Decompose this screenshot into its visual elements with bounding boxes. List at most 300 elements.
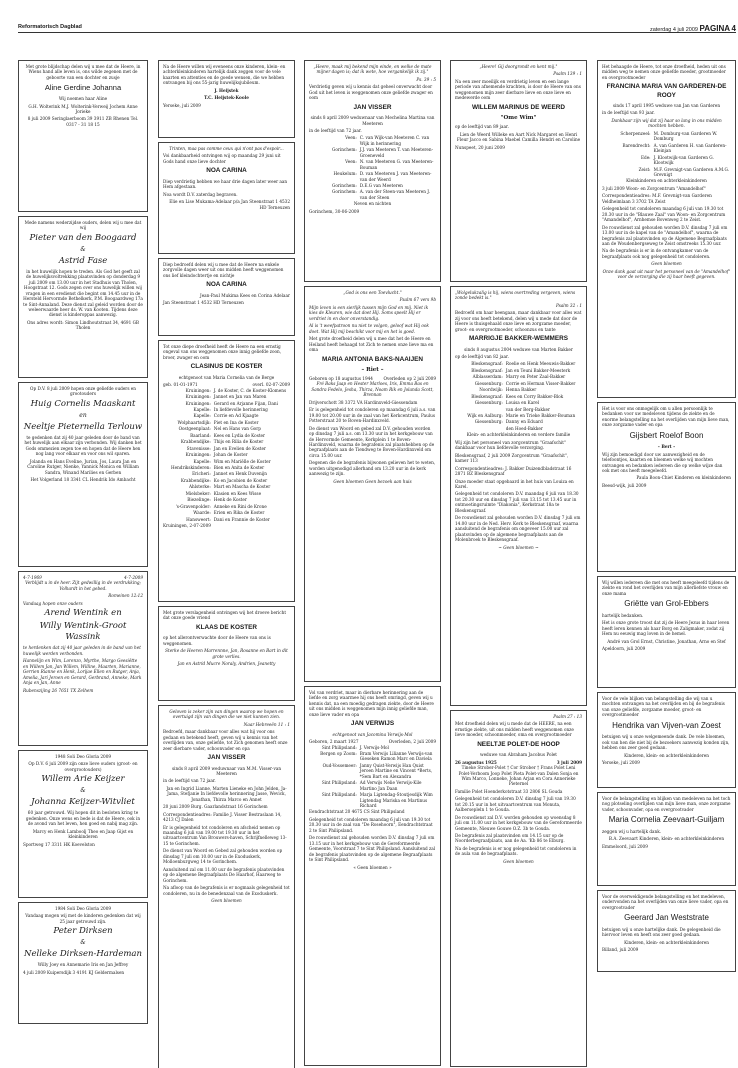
person-names: Janny Quist-Verwijs Han Quist Jeroen Martine en Vincent *Berts, *Sem Bart en Alexandra [359,762,433,779]
place-date: Billand, juli 2009 [602,947,639,953]
place-date: Beesd-wijk, juli 2009 [602,482,647,488]
verse: „Wolgelukzalig is hij, wiens overtreding vergeven, wiens zonde bedekt is." [455,290,576,301]
death-notice [450,60,587,282]
person-names: A. van Garderen H. van Garderen-Kleinjan [653,142,727,154]
deceased-name: JAN VISSER [207,754,246,762]
place-name: Sint Philipsland: [321,780,357,786]
body-text: Degenen die de begrafenis bijwonen gelieven het te weten, worden uitgenodigd allerhand om 13.20 uur in de kerk aanwezig te zijn. [309,460,436,477]
family-row [163,484,290,489]
wife-name: Willy Wentink-Groot Wassink [39,621,127,643]
body-text: Diep bedroefd delen wij u mee dat de Heere na enkele zorgvolle dagen weer uit ons midden heeft weggenomen ons lief kleindochtertje en nichtje [163,262,284,278]
family-row [163,401,290,406]
poem: Al is 't weefpatroon nu niet te volgen, geloof wat Hij ook doet. Wat Hij mij beschikt voor mij en het is goed. [309,323,429,334]
deceased-name: NEELTJE POLET-DE HOOP [477,740,560,748]
family-row [455,419,582,424]
place-name: Zeist: [638,166,651,172]
anniversary-announcement [18,382,148,567]
column-5 [597,60,736,976]
place-name: Mielsbeker: [185,490,211,496]
body-text: betuigen wij u onze hartelijke dank. De gelegenheid die hiervoor leven en heeft ons zeer goed gedaan. [602,926,721,938]
person-names: C. van Wijk-van Meeteren C. van Wijk in herinnering [359,135,430,146]
deceased-name: Maria Cornelia Zeevaart-Guiljam [608,815,725,825]
body-text: Wij zijn het personeel van zorgcentrum "Graafschit" dankbaar voor hun liefdevolle verzorging. [455,439,566,451]
address: Rubenszijing 26 7651 TX Zelhem [23,687,94,693]
family-names: Neven en nichten [353,201,392,207]
family-names: Hannelijn en Wim, Lorenzo, Myrthe, Margo Geesiëtte en Willem Jan, Jan Willem, Willine, Maarten, Marianne, Gerrien Rianne en Henk, Lorijae Ellen en Rutger, Anja, Amelia, Jari Jeroen en Gerard, Gerbrand, Anneke, Mark Anja en Jan, Anne [23,658,142,686]
person-names: Mart en Mascha de Koster [213,484,271,490]
family-row [163,471,290,476]
place-name: Giessenburg: [474,380,503,386]
page-header [18,24,736,33]
place-name: Ericheri: [192,471,211,477]
body-text: Na de Heere willen wij eveneens onze kinderen, klein- en achterkleinkinderen hartelijk dank zeggen voor de vele kaarten en attenties en de goede wensen, die we hebben ontvangen bij ons 55-jarig huwelijksjubileum. [163,64,286,86]
spouse-line: echtgenoot van Jacomina Verwijs-Mol [332,731,413,737]
birth-date: 26 augustus 1925 [455,759,497,765]
family-row [309,189,436,200]
place-name: Bleskensgraaf: [471,361,503,367]
person-names: Jan en Evelien de Koster [213,445,266,451]
family-names: B.A. Zeevaart Kinderen, klein- en achterkleinkinderen [608,836,725,842]
family-row [163,465,290,470]
place-date: 3 juli 2009 Woon- en Zorgcentrum "Amandelhof" [602,185,706,191]
body-text: Bedroefd om haar heengaan, maar dankbaar voor alles wat zij voor ons heeft betekend, delen wij u mede dat door de Heere is thuisgehaald onze lieve en zorgzame moeder, groot- en overgrootmoeder, schoonzus en tante [455,310,582,332]
person-names: Corrie en Herman Visser-Bakker [505,380,576,386]
place-name [455,407,506,412]
family-row [455,426,582,431]
verse-reference: Psalm 139 : 1 [553,71,582,77]
address: 20 juni 2009 Burg. Gaarlandstraat 16 Gorinchem [163,804,268,810]
place-name: Oud-Vossemeer: [322,762,357,768]
death-notice [450,286,587,706]
deceased-name: NOA CARINA [206,167,247,175]
person-names: Corrie en Ad Kjaagte [213,413,259,419]
person-names: den Hoed-Bakker [505,425,543,431]
body-text: Voor de belangstelling en blijken van medeleven na het toch nog plotseling overlijden van mijn lieve man, onze zorgzame vader, schoonvader, opa en overgrootvader [602,796,731,812]
person-names: Klasien en Kees Wisse [213,490,262,496]
body-text: Tot onze diepe droefheid heeft de Heere na een ernstig ongeval van ons weggenomen onze innig geliefde zoon, broer, zwager en oom [163,344,282,360]
family-list [309,745,436,809]
person-names: Marja Ligtendag-Stoutjesdijk Wim Ligtendag Mariska en Martinus Richard [359,792,433,809]
column-4 [450,60,587,1068]
child-name: Aline Gerdine Johanna [44,83,122,93]
address: Ons adres wordt: Simon Lindhoutstraat 34, 4691 GB Tholen [26,319,140,331]
address: Eendrachtstraat 20 4675 CS Sint Philipsland [309,809,405,815]
verse: Trinten, maa pas comme ceux qui n'ont pas d'espoir... [169,146,284,151]
body-text: Gelegenheid tot condoleren D.V. dinsdag 7 juli van 19.30 tot 20.15 uur in het uitvaartcentrum van Monuta, Aalbersepleln 1 te Gouda. [455,796,576,813]
body-text: in de leeftijd van 72 jaar. [163,778,216,784]
person-names: Ad Verwijs Nelie Verwijs-Kile Martino Jan Daan [359,780,422,791]
person-names: A. van der Steen-van Meeteren J. van der Steen [359,189,430,200]
signature: J. Heijstek [214,87,239,93]
person-names: Henk de Koster [213,497,247,503]
thank-you-notice [597,692,736,788]
verse-reference: Romeinen 12:12 [108,593,143,599]
address: Drijverschott 38 3372 VA Hardinxveld-Giessendam [309,399,418,405]
person-names: Wim en Mariëlle de Koster [213,458,271,464]
deceased-name: JAN VERWIJS [350,720,395,728]
person-names: Jannet en Jan van Maren [213,394,267,400]
body-text: Na de begrafenis is er nog gelegenheid tot condoleren in de aula van de begraafplaats. [455,845,577,857]
body-text: Met grote droefheid delen wij u mee dat het de Heere en Heiland heeft behaagd tot Zich te nemen onze lieve ma en oma [309,336,434,353]
place-date: Emmeloord, juli 2009 [602,843,648,849]
place-name: Veen: [345,135,357,141]
closing-note: Geen bloemen [503,858,534,864]
verse: „God is ons een Toevlucht." [343,290,402,295]
place-name: Krabbendijke: [180,477,211,483]
column-3 [304,60,441,1068]
family-row [163,452,290,457]
person-names: J. de Koster, C. de Koster-Klomens [213,387,287,393]
place-date: Kruiningen, 2-07-2009 [163,523,211,529]
nickname: – Riet – [361,366,384,373]
death-notice [158,705,295,1068]
place-name: Bergen op Zoom: [320,750,357,756]
family-row [309,763,436,779]
person-names: In liefdevolle herinnering [213,406,268,412]
body-text: te gedenken dat zij 40 jaar geleden door de band van het huwelijk aan elkaar zijn verbonden. Wij danken het Gods ommezien zegen toe en hopen dat de Heere hen nog lang voor elkaar en voor ons wil sparen. [24,434,142,457]
place-name: Wolphaartsdijk: [177,419,211,425]
spouse-line: sinds 8 april 2009 weduwnaar van M.M. Visser-van Meeteren [171,765,282,776]
spouse-line: weduwe van Abraham Jacobus Polet [480,752,557,758]
verse-reference: Psalm 32 : 1 [555,302,582,308]
start-date: 4-7-1969 [23,575,42,580]
body-text: De dienst van Woord en Gebed zal gehouden worden op dinsdag 7 juli om 10.00 uur in de Exoduskerk, Molloenburgweg 14 te Gorinchem. [163,848,283,865]
birth-date: geb. 01-01-1971 [163,382,198,388]
address: Sportweg 17 3311 HK Koevelston [23,841,95,847]
person-names: van der Berg-Bakker [505,406,550,412]
place-name: Kapelle: [193,406,211,412]
family-row [309,171,436,182]
place-name: Scherpenzeel: [620,130,651,136]
anniversary-announcement [18,571,148,746]
deceased-name: Griëtte van Grol-Ebbers [624,599,709,609]
family-names: Kleinkinderen en achterkleinkinderen [626,178,707,184]
family-row [163,517,290,522]
verse: Dankbaar zijn wij dat zij haar so lang in ons midden mochten hebben. [611,117,722,129]
place-name: Sint Philipsland: [321,744,357,750]
deceased-name: JAN VISSER [353,103,392,111]
death-date: overl. 02-07-2009 [252,382,290,388]
anniversary-announcement [18,750,148,898]
deceased-name: CLASINUS DE KOSTER [190,363,263,371]
body-text: 60 jaar getrouwd. Wij hopen dit in besloten kring te gedenken. Onze wens en bede is dat de Heere, ook in de avond van het leven, hen goed en nabij mag zijn. [25,810,141,827]
family-list [455,361,582,431]
place-date: Nunspeet, 20 juni 2009 [455,144,505,150]
person-names: Marie en Trieke Bakker-Bouman [505,413,576,419]
death-date: 3 juli 2009 [556,759,582,765]
family-row [309,745,436,750]
husband-name: Huig Cornelis Maaskant [30,398,136,409]
death-notice [158,340,295,602]
family-names: Willy Joey en Annemarie Iris en Jan Jeffrey [37,962,129,968]
person-names: Kees en Lydia de Koster [213,432,266,438]
family-list [602,131,731,178]
body-text: Voor de vele blijken van belangstelling die wij van u mochten ontvangen na het overlijden en bij de begrafenis van onze geliefde, zorgzame moeder, groot- en overgrootmoeder [602,696,725,718]
poem: Mijn leven is een sierlijk tussen mijn God en mij. Niet ik kies de Kleuren, wie dat doet Hij. Soms speelt Hij er verdriet in en door onverstandig. [309,304,429,321]
body-text: Het behaagde de Heere, tot onze droefheid, heden uit ons midden weg te nemen onze geliefde moeder, grootmoeder en overgrootmoeder [602,64,726,80]
person-names: Ko en Jacobien de Koster [213,477,268,483]
body-text: Wij zijn bemoedigd door uw aanwezigheid en de telefoontjes, kaarten en bloemen welke wij mochten ontvangen en bedanken iedereen die op welke wijze dan ook met ons heeft meegeleefd. [602,451,723,474]
place-name: Heukelum: [333,171,357,177]
family-names: Kinderen, klein- en achterkleinkinderen [624,752,709,758]
verse-reference: Ps. 39 : 5 [416,76,436,82]
husband-name: Willem Arie Keijzer [41,774,125,785]
person-names: Jannet en Henk Duvenijn [213,471,267,477]
address: Jan Steenstraat 1 4532 HD Terneuzen [163,300,244,306]
death-notice [450,710,587,1067]
family-row [455,407,582,412]
body-text: in de leeftijd van 93 jaar. [602,110,655,116]
family-names: André van Grol Ernst, Christine, Jonathan, Arno en Stef [607,638,726,644]
verse: „Heere, maak mij bekend mijn einde, en welke de mate mijner dagen is; dat ik wete, hoe vergankelijk ik zij." [313,64,432,75]
person-names: Jan en Teuni Bakker-Meesterk [505,367,571,373]
birth-date: Geboren, 2 maart 1927 [309,739,359,745]
family-names: Klein- en achterkleinkinderen en verdere familie [466,432,571,438]
place-name: Kruiningen: [185,452,211,458]
place-name: Kruiningen: [185,400,211,406]
place-name: Baarland: [190,432,211,438]
birth-date: Geboren op 18 augustus 1944 [309,376,373,381]
body-text: Na afloop van de begrafenis is er nogmaals gelegenheid tot condoleren, nu in de benedenzaal van de Exoduskerk. [163,885,290,896]
person-names: Marry en Peter Zaal-Bakker [505,374,566,380]
body-text: op het allerontverwachte door de Heere van ons is weggenomen. [163,635,271,646]
place-name: Noordwijk: [479,387,503,393]
thank-you-notice [597,402,736,572]
closing-note: ~ Geen bloemen ~ [498,544,539,550]
person-names: Piet en Ina de Koster [213,419,259,425]
thank-you-notice [597,792,736,886]
verse-reference: Naar Hebreeën 11 : 1 [243,721,290,727]
verse: „Heere! Gij doorgrondt en kent mij." [479,64,558,69]
death-date: Overleden, 2 juli 2009 [388,739,436,745]
body-text: De rouwdienst zal gehouden worden D.V. dinsdag 7 juli om 13.00 uur in de kapel van de "Amandelhof", waarna de begrafenis zal plaatsvinden op de Algemene Begraafplaats aan de Woudenbergseweg te Zeist omstreeks 15.30 uur. [602,224,728,246]
deceased-name: MARIA ANTONIA BAKS-NAAIJEN [321,355,424,363]
family-row [455,374,582,379]
family-row [163,510,290,515]
verse: Geloven is zeker zijn van dingen waarop we hopen en overtuigd zijn van dingen die we niet kunnen zien. [169,709,284,720]
person-names: J. Verwijs-Mol [359,744,389,750]
death-notice [597,60,736,398]
family-names: Jan en Ingrid Lianne, Marten Lieneke en John Jelden, Ja-Jama, Stefjanie In liefdevolle herinnering Jasse, Wevick, Jonathan, Thirza Marco en Annet [166,785,287,802]
body-text: De rouwdienst zal gehouden worden D.V. dinsdag 7 juli om 13.15 uur in het kerkgebouw van de Gereformeerde Gemeente, Voorstraat 7 te Sint Philipsland. Aansluitend zal de begrafenis plaatsvinden op de algemene Begraafplaats te Sint Philipsland. [309,835,436,863]
body-text: betuigen wij u onze welgemeende dank. De vele bloemen, ook van hen die niet bij de bezoekers aanwezig konden zijn, hebben ons zeer goed gedaan. [602,734,730,751]
body-text: Met grote verslagenheid ontvingen wij het droeve bericht dat onze goede vriend [163,610,286,621]
family-row [455,387,582,392]
body-text: Voi dankbaarheid ontvingen wij op maandag 29 juni uit Gods hand onze lieve dochter [163,153,281,164]
body-text: op de leeftijd van 82 jaar. [455,353,509,359]
family-row [163,413,290,418]
place-name: Ede: [640,154,651,160]
anniversary-announcement [18,902,148,1024]
death-notice [304,60,441,282]
place-date: Yerseke, juli 2009 [602,760,640,766]
person-names: Dani en Frannie de Koster [213,516,270,522]
family-row [163,497,290,502]
family-row [309,147,436,158]
place-name: Giessenburg: [474,419,503,425]
nickname: – Bert – [657,444,676,450]
body-text: Met droefheid delen wij u mede dat de HEERE, na een ernstige ziekte, uit ons midden heeft weggenomen onze lieve moeder, schoonmoeder, oma en overgrootmoeder [455,721,574,738]
family-names: Jan en Astrid Mucre Noraly, Andrien, Jeanetty [177,661,276,667]
person-names: J.J. van Meeteren T. van Meeteren-Groeneveld [359,147,434,158]
body-text: te herdenken dat zij 40 jaar geleden in de band van het huwelijk werden verbonden. [23,645,141,656]
body-text: Verdrietig geven wij u kennis dat geheel onverwacht door God uit het leven is weggenomen onze geliefde zwager en oom [309,84,433,101]
body-text: Gelegenheid tot condoleren maandag 6 juli van 19.30 tot 20.30 uur in de zaal van "De Rosehoorn", Eendrachtstraat 2 te Sint Philipsland. [309,816,433,833]
ampersand: & [80,939,86,947]
person-names: M.F. Grevnigt-van Garderen A.M.G. Grevnigt [653,166,730,177]
thank-you-notice [597,576,736,688]
person-names: Erien en Rika de Koster [213,510,265,516]
bride-name: Astrid Fase [58,255,108,266]
place-name: Krabbendijke: [180,439,211,445]
body-text: Bedroefd, maar dankbaar voor alles wat hij voor ons gedaan en betekend heeft, geven wij u kennis van het overlijden van, onze geliefde, tot Zich genomen heeft onze zeer dierbare vader, schoonvader en opa [163,729,288,751]
verse-reference: Psalm 27 : 13 [553,714,582,719]
family-row [602,155,731,166]
place-name: Hansweert: [186,516,211,522]
body-text: Na de begrafenis is er in de ontvangkamer van de begraafplaats ook nog gelegenheid tot condoleren. [602,248,711,259]
body-text: Aansluitend zal om 11.00 uur de begrafenis plaatsvinden op de algemene Begraafplaats De Haarhof, Haarweg te Gorinchem. [163,866,285,883]
place-name: Waarde: [193,510,211,516]
family-row [455,368,582,373]
person-names: Louisa en Karel [505,400,540,406]
body-text: Gelegenheid tot condoleren D.V. maandag 6 juli van 18.30 tot 20.30 uur en dinsdag 7 juli van 13.15 tot 13.45 uur in ontmoetingsruimte "Diakonia", Kerkstraat 18a te Bleskensgraaf. [455,491,579,513]
deceased-name: Gijsbert Roelof Boon [629,430,704,440]
person-names: Anneke en Rini de Krone [213,503,267,509]
deceased-name: Hendrika van Vijven-van Zoest [612,720,721,730]
groom-name: Pieter van den Boogaard [29,232,137,243]
family-row [163,439,290,444]
body-text: Noa wordt D.V. zaterdag begraven. [163,191,238,197]
family-row [163,478,290,483]
body-text: in het huwelijk hopen te treden. Als God het geeft zal de huwelijksvoltrekking plaatsvinden op donderdag 9 juli 2009 om 13.00 uur in het Stadhuis van Tholen, Hoogstraat 12. Gods zegen over ons huwelijk willen wij vragen in een eredienst die begint om 14.45 uur in de Hersteld Hervormde Bethelkerk, P.M. Boogaardweg 17a te Sint-Annaland. Deze dienst zal geleid worden door de weleerwaarde heer ds. W. van Kooten. Tijdens deze dienst is kinderoppas aanwezig. [23,268,143,318]
place-name: Stavenisse: [186,445,211,451]
family-names: Paula Boon-Chiet Kinderen en kleinkinderen [636,475,731,481]
family-names: G.H. Wolterink M.J. Wolterink-Verweij Jochem Anne Jorieke [28,103,138,115]
intro-text: Met grote blijdschap delen wij u mee dat de Heere, in Wiens hand alle leven is, ons wilde zegenen met de geboorte van een dochter en zusje [25,64,141,80]
place-name: Biezelinge: [187,497,211,503]
body-text: De begrafenis zal plaatsvinden om 14.15 uur op de Noorderbegraafplaats, aan de Aa. 'Kb 86 te Elburg. [455,833,565,844]
body-text: Diep verdrietig hebben we haar drie dagen later weer aan Hem afgestaan. [163,178,288,190]
years-header: 1984 Soli Deo Gloria 2009 [54,906,112,911]
person-names: D.E.G van Meeteren [359,183,403,189]
deceased-name: KLAAS DE KOSTER [195,623,258,631]
family-names: Marcy en Henk Lamboolj Theo en Jaap Gijst en kleinkinderen [32,828,134,840]
family-list [309,135,436,200]
place-name: Giessenburg: [474,400,503,406]
address: 4 juli 2009 Kuipersdijk 3 4191 KJ Geldermalsen [23,969,125,975]
intro-text: Mede namens wederzijdse ouders, delen wij u mee dat wij [24,220,142,231]
ampersand: & [80,787,86,795]
conjunction: en [79,411,87,419]
nickname-text: Wij noemen haar Aline [58,96,108,102]
body-text: hartelijk bedanken. [602,612,644,618]
wedding-announcement [18,216,148,378]
death-notice [304,286,441,682]
place-name: Barendrecht: [622,142,651,148]
body-text: Gelegenheid tot condoleren maandag 6 juli van 19.30 tot 20.30 uur in de "Blauwe Zaal" van Woon- en Zorgcentrum "Amandelhof", Arnhemse Bovenweg 2 te Zeist. [602,206,726,223]
address: Correspondentieadres: J. Bakker Duizendbladstraat 16 2871 BZ Bleskensgraaf [455,465,572,477]
person-names: Danny en Eduard [505,419,543,425]
person-names: M. Domburg-van Garderen W. Domburg [653,130,718,142]
place-name: Wijk en Aalburg: [467,413,503,419]
body-text: Wij willen iedereen die met ons heeft meegeleefd tijdens de ziekte en rond het overlijden van mijn allerliefste vrouw en onze mama [602,580,730,596]
place-name: Kruiningen: [185,387,211,393]
death-notice [304,686,441,1066]
body-text: Na een zeer moeilijk en verdrietig leven en een lange periode van afnemende krachten, is door de Heere van ons weggenomen mijn zeer dierbare lieve en onze lieve en medewerde oom [455,78,581,101]
deceased-name: WILLEM MARINUS DE WEERD [471,103,565,111]
body-text: De dienst van Woord en gebed zal D.V. gehouden worden op dinsdag 7 juli a.s. om 13.30 uur in het kerkgebouw van de Hervormde Gemeente, Kerkplein 1 te Boven-Hardinxveld, waarna de begrafenis zal plaatshebben op de begraafplaats aan de Tiendweg te Boven-Hardinxveld om circa 15.00 uur. [309,425,435,458]
person-names: N. van Meeteren G. van Meeteren-Bouman [359,159,434,170]
body-text: Er is gelegenheid tot condoleren en afscheid nemen op maandag 6 juli van 19.00 tot 19.30 uur in het uitvaartcentrum Van Brouwers-haven, Schrijfnelleweg 13-15 te Gorinchem. [163,824,287,846]
place-name: Kruiningen: [185,394,211,400]
deceased-name: Geerard Jan Weststrate [624,913,709,923]
person-names: Henna Bakker [505,387,537,393]
address: Familie Polet Hoenderkotstraat 33 2806 SL Gouda [455,788,563,794]
spouse-line: sinds 17 april 1995 weduwe van Jan van Garderen [612,103,721,109]
place-name: Ahlsterke: [188,484,211,490]
closing-note: Geen bloemen [651,261,682,267]
family-row [455,413,582,418]
family-row [163,459,290,464]
column-1 [18,60,148,1028]
end-date: 4-7-2009 [124,575,143,580]
place-name: Sint Philipsland: [321,792,357,798]
intro-text: Op D.V. 8 juli 2009 hopen onze geliefde ouders en grootouders [30,386,136,397]
person-names: D. van Meeteren J. van Meeteren-van der Weerd [359,171,432,182]
family-row [455,361,582,366]
person-names: J. Klootwijk-van Garderen G. Klootwijk [653,154,714,166]
closing-note: Onze dank gaat uit naar het personeel van de "Amandelhof" voor de verzorging die zij haar heeft gegeven. [602,268,731,280]
person-names: Johan de Koster [213,452,248,458]
ampersand: & [80,245,86,253]
family-row [602,131,731,142]
place-name [455,426,506,431]
family-row [602,167,731,178]
body-text: Onze moeder staat opgebaard in het huis van Louiza en Karel. [455,478,574,490]
person-names: Thijs en Rilia de Koster [213,439,264,445]
spouse-line: sinds 8 april 2009 weduwnaar van Mechelina Martina van Meeteren [310,115,435,126]
family-row [455,394,582,399]
person-names: Kees en Corry Bakker-Blok [505,393,564,399]
family-row [163,491,290,496]
place-name: Gorinchem: [331,147,357,153]
years-header: 1948 Soli Deo Gloria 2009 [54,754,112,759]
newspaper-name: Reformatorisch Dagblad [18,24,82,30]
body-text: Voor de overweldigende belangstelling en het medeleven, ondervonden na het overlijden van onze lieve vader, opa en overgrootvader [602,894,729,910]
intro-text: Vandaag mogen wij met de kinderen gedenken dat wij 25 jaar getrouwd zijn. [25,913,141,924]
family-row [602,143,731,154]
spouse-line: sinds 8 augustus 2004 weduwe van Marten Bakker [464,346,573,352]
family-names: Elie en Lise Mukama-Adelaar p/a Jan Steenstraat 1 4532 HD Terneuzen [169,199,290,210]
death-notice [158,142,295,254]
family-names: Fré Baks Jaap en Hester Marloes, Iris, Emma Bas en Sandra Fedelo, Jesha, Thirza, Noam Rik en Jolanda Scott, Brennan [311,381,434,398]
death-notice [158,606,295,701]
body-text: op de leeftijd van 89 jaar. [455,124,509,130]
husband-name: Arend Wentink en [44,608,122,619]
deceased-name: MARRIGJE BAKKER-WEMMERS [468,335,569,343]
family-names: Jolanda en Hans Eveline, Jurian, Jos, Laura Jan en Caroline Rutger, Nienke, Yannick Monica en William Sandra, Winand Marilies en Gerben [27,458,139,475]
nickname: "Ome Wim" [500,115,537,122]
place-name: Hendrikskinderen: [170,465,211,471]
address: Het Volgerland 18 3341 CL Hendrik Ido Ambacht [30,476,136,482]
family-row [163,446,290,451]
column-2 [158,60,295,1068]
signature: T.C. Heijstek-Koole [204,95,249,101]
closing-note: Geen bloemen Geen bezoek aan huis [333,478,412,484]
intro-text: Vandaag hopen onze ouders [23,600,83,606]
address: 8 juli 2009 Seringlaerboom 39 3911 ZB Rhenen Tel. 0317 - 31 18 15 [27,116,139,127]
place-name: Veen: [345,159,357,165]
